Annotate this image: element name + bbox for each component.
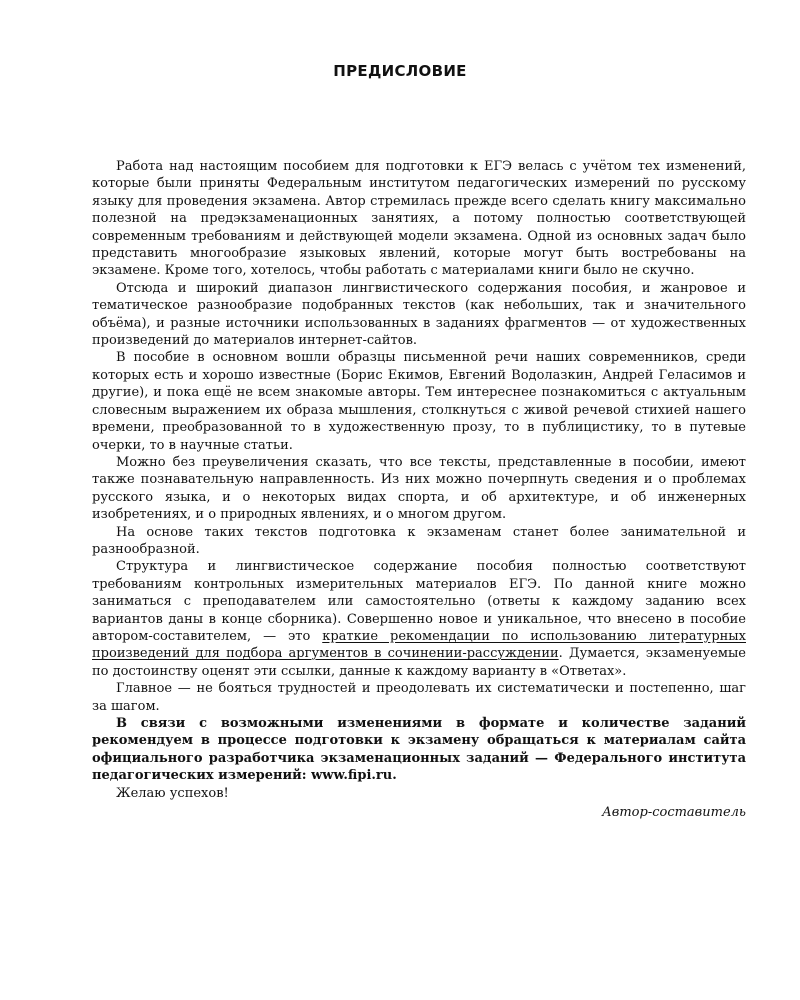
structure-text-end: . Думается, экзаменуемые по достоинству оценят эти ссылки, данные к каждому варианту в «Ответах». xyxy=(92,646,746,679)
page-title: ПРЕДИСЛОВИЕ xyxy=(333,62,467,80)
author-signature: Автор-составитель xyxy=(601,805,746,821)
structure-text-start: Структура и лингвистическое содержание пособия полностью соответствуют требованиям контрольных измерительных материалов ЕГЭ. По данной книге можно заниматься с преподавателем или самостоятельно (ответы к каждому заданию всех вариантов даны в конце сборника). Совершенно новое и уникальное, что внесено в пособие автором-составителем, — это xyxy=(92,559,746,644)
paragraph-authors: В пособие в основном вошли образцы письменной речи наших современников, среди которых есть и хорошо известные (Борис Екимов, Евгений Водолазкин, Андрей Геласимов и другие), и пока ещё не всем знакомые авторы. Тем интереснее познакомиться с актуальным словесным выражением их образа мышления, столкнуться с живой речевой стихией нашего времени, преобразованной то в художественную прозу, то в публицистику, то в путевые очерки, то в научные статьи. xyxy=(92,350,746,453)
paragraph-structure xyxy=(92,558,746,680)
preface-body xyxy=(92,158,746,821)
paragraph-diversity: Отсюда и широкий диапазон лингвистического содержания пособия, и жанровое и тематическое разнообразие подобранных текстов (как небольших, так и значительного объёма), и разные источники использованных в заданиях фрагментов — от художественных произведений до материалов интернет-сайтов. xyxy=(92,280,746,349)
paragraph-fipi-notice: В связи с возможными изменениями в формате и количестве заданий рекомендуем в процессе подготовки к экзамену обращаться к материалам сайта официального разработчика экзаменационных заданий — Федерального института педагогических измерений: www.fipi.ru. xyxy=(92,716,746,784)
paragraph-wishes: Желаю успехов! xyxy=(116,785,229,801)
paragraph-interest: На основе таких текстов подготовка к экзаменам станет более занимательной и разнообразной. xyxy=(92,524,746,557)
paragraph-main-advice: Главное — не бояться трудностей и преодолевать их систематически и постепенно, шаг за шагом. xyxy=(92,681,746,714)
recommendations-highlight: краткие рекомендации по использованию литературных произведений для подбора аргументов в сочинении-рассуждении xyxy=(92,628,746,662)
paragraph-intro: Работа над настоящим пособием для подготовки к ЕГЭ велась с учётом тех изменений, которые были приняты Федеральным институтом педагогических измерений по русскому языку для проведения экзамена. Автор стремилась прежде всего сделать книгу максимально полезной на предэкзаменационных занятиях, а потому полностью соответствующей современным требованиям и действующей модели экзамена. Одной из основных задач было представить многообразие языковых явлений, которые могут быть востребованы на экзамене. Кроме того, хотелось, чтобы работать с материалами книги было не скучно. xyxy=(92,159,746,279)
paragraph-cognitive: Можно без преувеличения сказать, что все тексты, представленные в пособии, имеют также познавательную направленность. Из них можно почерпнуть сведения и о проблемах русского языка, и о некоторых видах спорта, и об архитектуре, и об инженерных изобретениях, и о природных явлениях, и о многом другом. xyxy=(92,454,746,523)
